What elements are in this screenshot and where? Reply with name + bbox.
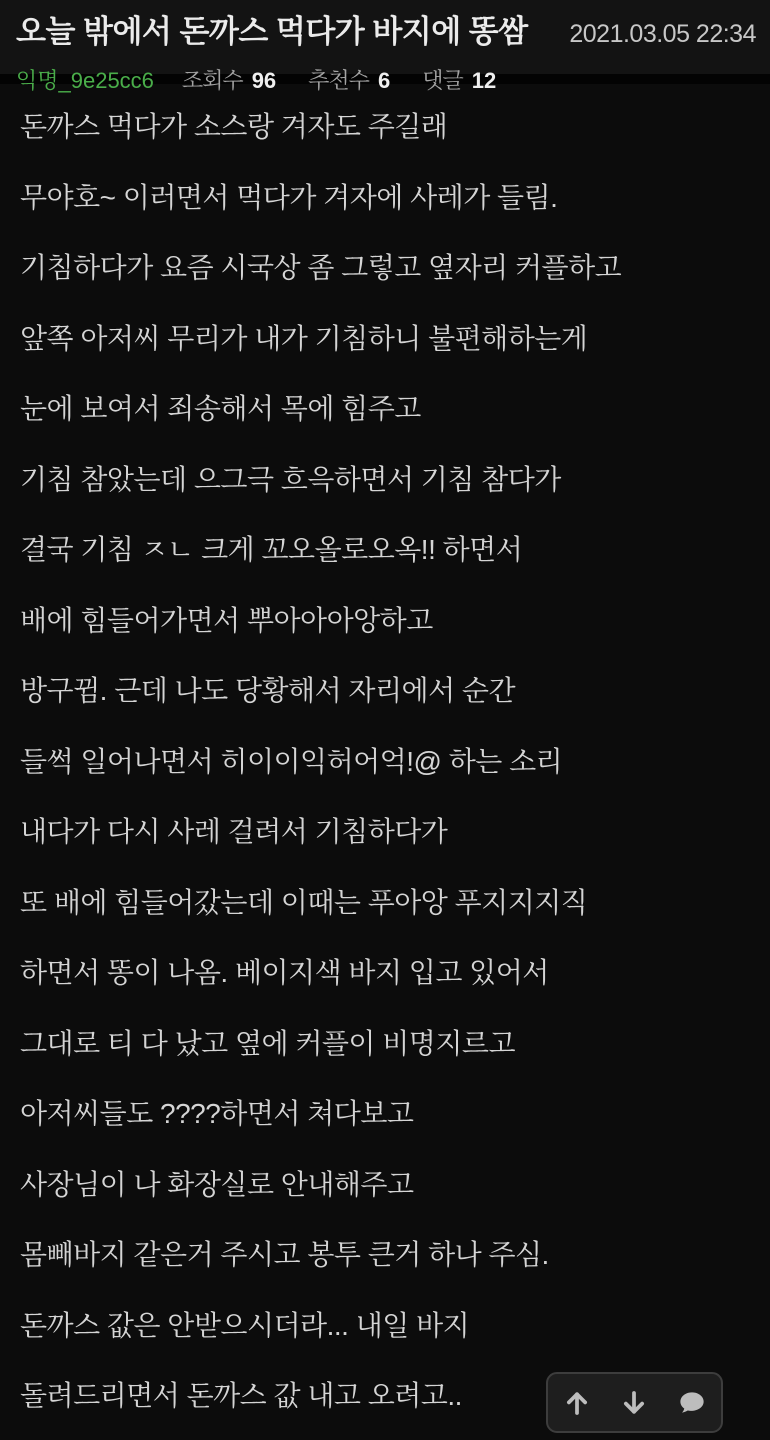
scroll-up-button[interactable] — [553, 1379, 601, 1427]
post-line: 기침 참았는데 으그극 흐윽하면서 기침 참다가 — [20, 463, 561, 495]
view-count-stat — [182, 64, 276, 95]
post-timestamp: 2021.03.05 22:34 — [569, 20, 756, 48]
post-line: 방구뀜. 근데 나도 당황해서 자리에서 순간 — [20, 675, 515, 707]
post-line: 눈에 보여서 죄송해서 목에 힘주고 — [20, 393, 421, 425]
scroll-down-button[interactable] — [610, 1379, 658, 1427]
post-line: 그대로 티 다 났고 옆에 커플이 비명지르고 — [20, 1027, 515, 1059]
upvote-count-stat — [308, 64, 390, 95]
post-author[interactable]: 익명_9e25cc6 — [16, 68, 154, 93]
comment-icon — [677, 1388, 707, 1418]
up-arrow-icon — [562, 1388, 592, 1418]
post-line: 무야호~ 이러면서 먹다가 겨자에 사레가 들림. — [20, 181, 558, 213]
post-line: 돌려드리면서 돈까스 값 내고 오려고.. — [20, 1380, 462, 1412]
post-line: 몸빼바지 같은거 주시고 봉투 큰거 하나 주심. — [20, 1239, 549, 1271]
post-line: 돈까스 값은 안받으시더라... 내일 바지 — [20, 1309, 470, 1341]
comment-count-stat — [422, 64, 496, 95]
post-line: 결국 기침 ㅈㄴ 크게 꼬오올로오옥!! 하면서 — [20, 534, 523, 566]
post-line: 배에 힘들어가면서 뿌아아아앙하고 — [20, 604, 433, 636]
post-line: 사장님이 나 화장실로 안내해주고 — [20, 1168, 414, 1200]
post-line: 하면서 똥이 나옴. 베이지색 바지 입고 있어서 — [20, 957, 549, 989]
view-count-value: 96 — [251, 68, 277, 93]
post-body — [0, 84, 770, 1430]
floating-toolbar — [546, 1372, 723, 1433]
view-count-label: 조회수 — [181, 68, 243, 93]
post-line: 아저씨들도 ????하면서 쳐다보고 — [20, 1098, 414, 1130]
comment-count-value: 12 — [471, 68, 497, 93]
title-row — [16, 6, 756, 51]
down-arrow-icon — [619, 1388, 649, 1418]
comments-button[interactable] — [668, 1379, 716, 1427]
post-line: 들썩 일어나면서 히이이익허어억!@ 하는 소리 — [20, 745, 563, 777]
upvote-count-label: 추천수 — [308, 68, 369, 93]
post-line: 앞쪽 아저씨 무리가 내가 기침하니 불편해하는게 — [20, 322, 588, 354]
post-line: 기침하다가 요즘 시국상 좀 그렇고 옆자리 커플하고 — [20, 252, 622, 284]
post-title: 오늘 밖에서 돈까스 먹다가 바지에 똥쌈 — [16, 14, 528, 49]
post-line: 돈까스 먹다가 소스랑 겨자도 주길래 — [20, 111, 448, 143]
comment-count-label: 댓글 — [422, 68, 463, 93]
post-line: 내다가 다시 사레 걸려서 기침하다가 — [20, 816, 448, 848]
post-line: 또 배에 힘들어갔는데 이때는 푸아앙 푸지지지직 — [20, 886, 588, 918]
post-header — [0, 0, 770, 93]
upvote-count-value: 6 — [377, 68, 391, 93]
